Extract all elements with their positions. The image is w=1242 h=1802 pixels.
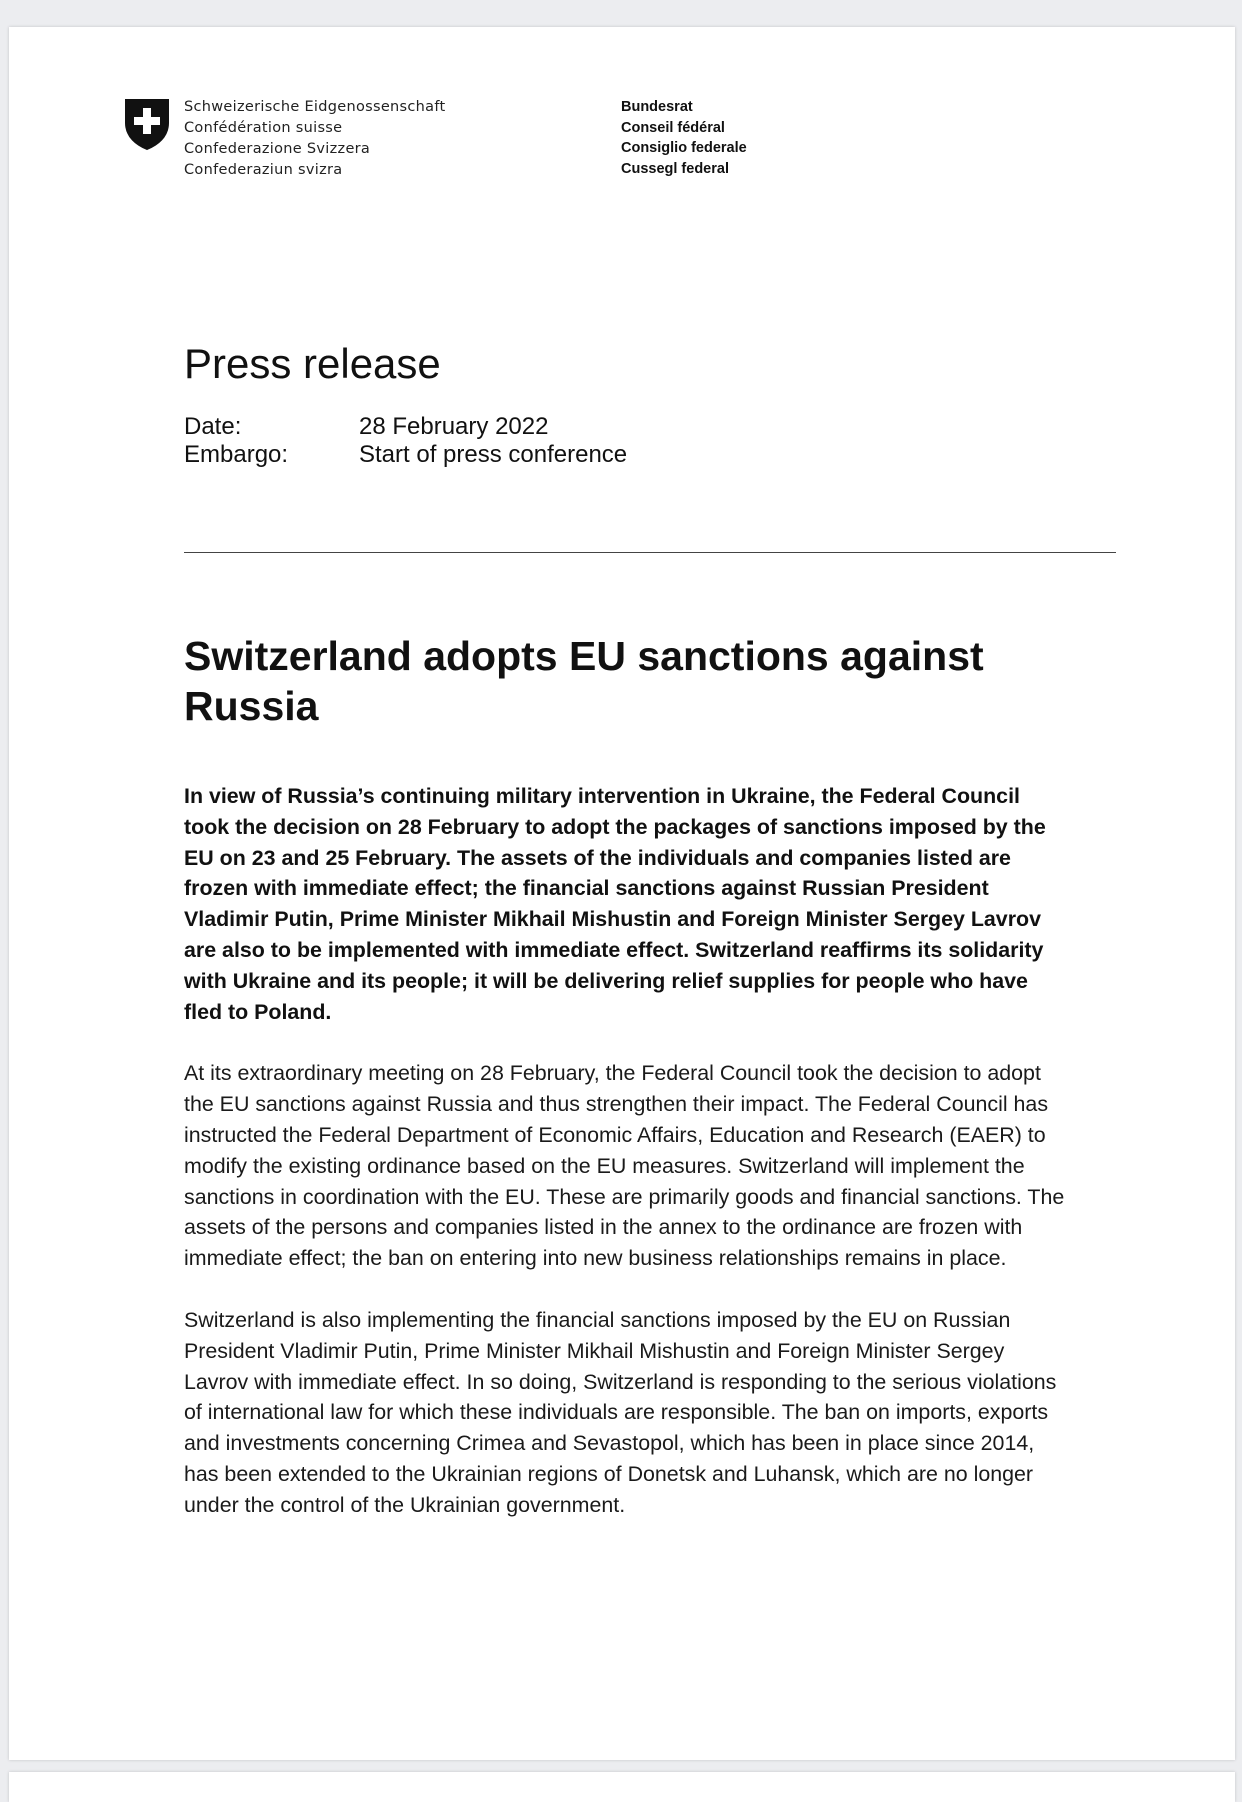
headline-line: Switzerland adopts EU sanctions against — [184, 633, 984, 679]
paragraph-line: President Vladimir Putin, Prime Minister Mikhail Mishustin and Foreign Minister Sergey — [184, 1338, 1005, 1363]
paragraph-line: under the control of the Ukrainian government. — [184, 1492, 626, 1517]
lead-line: In view of Russia’s continuing military intervention in Ukraine, the Federal Council — [184, 784, 1020, 808]
confederation-rm: Confederaziun svizra — [184, 162, 343, 178]
paragraph-line: assets of the persons and companies listed in the annex to the ordinance are frozen with — [184, 1215, 1023, 1240]
embargo-label: Embargo: — [184, 441, 289, 468]
council-de: Bundesrat — [621, 99, 693, 115]
date-value: 28 February 2022 — [359, 413, 549, 440]
article-body — [184, 781, 1124, 1552]
lead-line: EU on 23 and 25 February. The assets of the individuals and companies listed are — [184, 845, 1011, 870]
confederation-fr: Confédération suisse — [184, 120, 343, 136]
embargo-row — [184, 441, 627, 469]
lead-line: with Ukraine and its people; it will be delivering relief supplies for people who have — [184, 968, 1028, 993]
confederation-names — [184, 97, 445, 181]
divider — [184, 552, 1116, 553]
date-label: Date: — [184, 413, 242, 440]
date-row — [184, 413, 627, 441]
paragraph-line: and investments concerning Crimea and Sevastopol, which has been in place since 2014, — [184, 1431, 1035, 1456]
paragraph-line: of international law for which these individuals are responsible. The ban on imports, exports — [184, 1400, 1049, 1425]
lead-paragraph — [184, 781, 1124, 1027]
lead-line: fled to Poland. — [184, 999, 332, 1024]
lead-line: took the decision on 28 February to adopt the packages of sanctions imposed by the — [184, 814, 1046, 839]
lead-line: Vladimir Putin, Prime Minister Mikhail Mishustin and Foreign Minister Sergey Lavrov — [184, 907, 1041, 932]
document-type: Press release — [184, 340, 441, 387]
paragraph-line: sanctions in coordination with the EU. These are primarily goods and financial sanctions. The — [184, 1184, 1065, 1209]
lead-line: are also to be implemented with immediate effect. Switzerland reaffirms its solidarity — [184, 937, 1044, 962]
paragraph-line: modify the existing ordinance based on the EU measures. Switzerland will implement the — [184, 1153, 1025, 1178]
body-paragraph-1 — [184, 1058, 1124, 1274]
document-page — [9, 27, 1235, 1760]
confederation-de: Schweizerische Eidgenossenschaft — [184, 99, 446, 115]
body-paragraph-2 — [184, 1305, 1124, 1521]
council-names — [621, 97, 747, 179]
paragraph-line: has been extended to the Ukrainian regions of Donetsk and Luhansk, which are no longer — [184, 1461, 1034, 1486]
confederation-it: Confederazione Svizzera — [184, 141, 371, 157]
headline — [184, 631, 1084, 731]
swiss-cross-shield-icon — [124, 97, 170, 151]
document-meta — [184, 413, 627, 469]
paragraph-line: At its extraordinary meeting on 28 February, the Federal Council took the decision to adopt — [184, 1061, 1041, 1086]
embargo-value: Start of press conference — [359, 441, 628, 468]
paragraph-line: immediate effect; the ban on entering into new business relationships remains in place. — [184, 1246, 1007, 1271]
paragraph-line: instructed the Federal Department of Economic Affairs, Education and Research (EAER) to — [184, 1122, 1046, 1147]
paragraph-line: Lavrov with immediate effect. In so doing, Switzerland is responding to the serious violations — [184, 1369, 1057, 1394]
headline-line: Russia — [184, 683, 319, 729]
council-it: Consiglio federale — [621, 140, 747, 156]
next-page-edge — [9, 1772, 1235, 1802]
paragraph-line: the EU sanctions against Russia and thus strengthen their impact. The Federal Council has — [184, 1092, 1049, 1117]
council-fr: Conseil fédéral — [621, 119, 725, 136]
council-rm: Cussegl federal — [621, 160, 729, 177]
paragraph-line: Switzerland is also implementing the financial sanctions imposed by the EU on Russian — [184, 1307, 1011, 1332]
lead-line: frozen with immediate effect; the financial sanctions against Russian President — [184, 876, 989, 901]
